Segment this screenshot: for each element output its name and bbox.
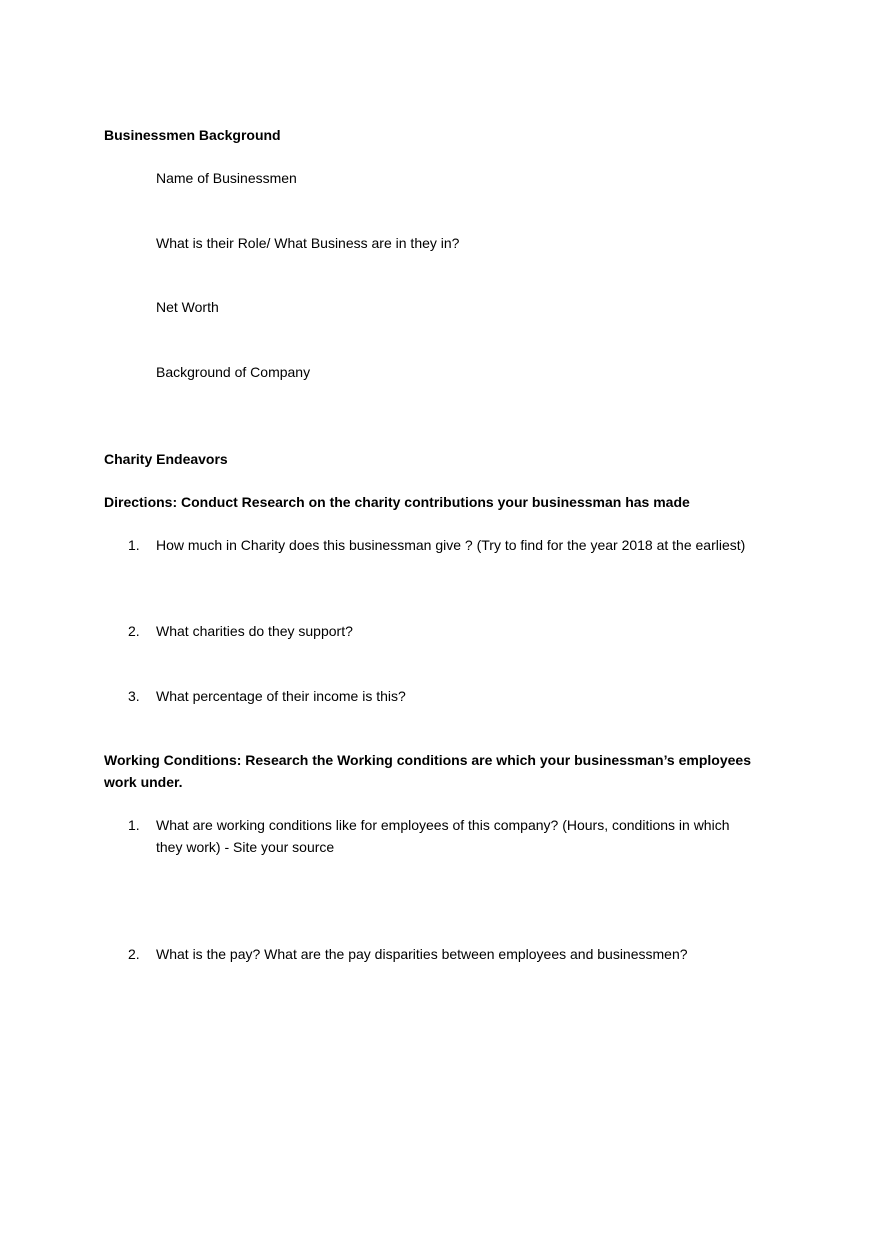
- field-background-of-company: Background of Company: [156, 364, 311, 380]
- list-text: What charities do they support?: [156, 623, 353, 639]
- list-item: [104, 534, 784, 556]
- list-number: 2.: [128, 946, 140, 962]
- list-item: [104, 814, 784, 858]
- list-item: [104, 943, 784, 965]
- section-title-background: Businessmen Background: [104, 127, 281, 143]
- list-text: What percentage of their income is this?: [156, 688, 406, 704]
- list-number: 2.: [128, 623, 140, 639]
- section-title-charity: Charity Endeavors: [104, 451, 228, 467]
- list-text: How much in Charity does this businessman give ? (Try to find for the year 2018 at the earliest): [156, 537, 746, 553]
- list-number: 1.: [128, 537, 140, 553]
- list-number: 3.: [128, 688, 140, 704]
- charity-directions: Directions: Conduct Research on the charity contributions your businessman has made: [104, 494, 690, 510]
- field-role-business: What is their Role/ What Business are in they in?: [156, 235, 460, 251]
- list-item: [104, 685, 784, 707]
- section-title-working-conditions: Working Conditions: Research the Working conditions are which your businessman’s employees work under.: [104, 752, 751, 790]
- list-number: 1.: [128, 817, 140, 833]
- list-item: [104, 620, 784, 642]
- field-name-of-businessmen: Name of Businessmen: [156, 170, 297, 186]
- list-text: What are working conditions like for employees of this company? (Hours, conditions in which they work) - Site your source: [156, 817, 730, 855]
- field-net-worth: Net Worth: [156, 299, 219, 315]
- list-text: What is the pay? What are the pay disparities between employees and businessmen?: [156, 946, 688, 962]
